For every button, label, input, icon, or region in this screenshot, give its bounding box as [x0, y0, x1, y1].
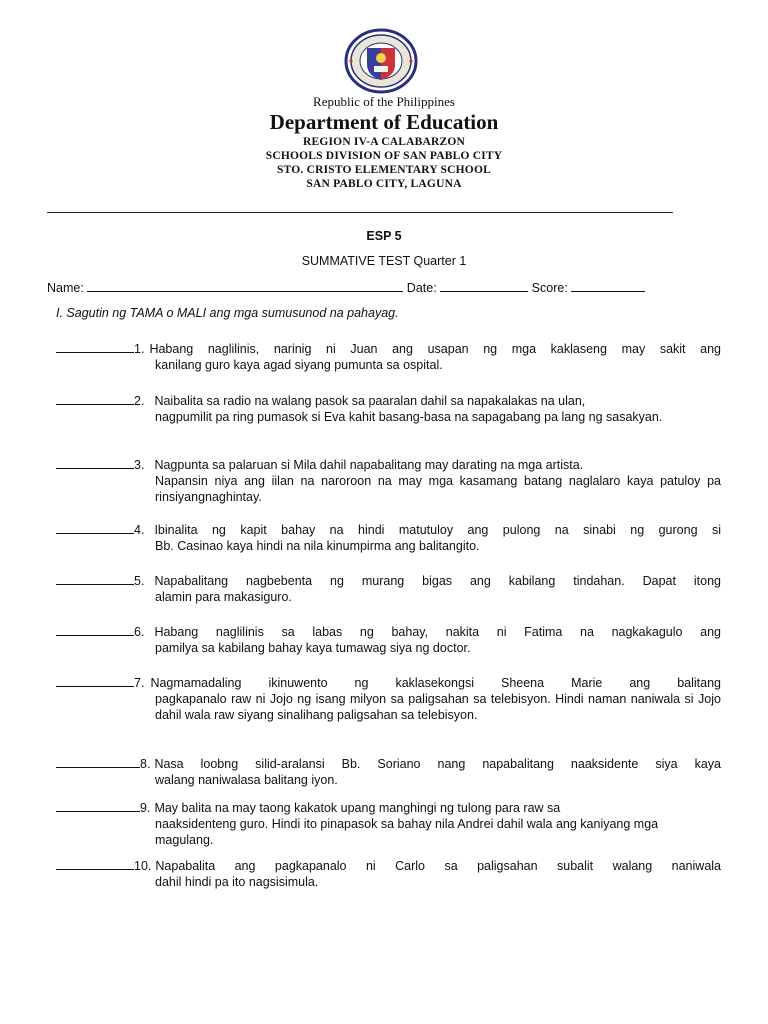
question-text: Naibalita sa radio na walang pasok sa paaralan dahil sa napakalakas na ulan,	[154, 394, 586, 408]
question-text: Habang naglilinis, narinig ni Juan ang usapan ng mga kaklaseng may sakit ang	[149, 342, 721, 356]
score-label: Score:	[531, 281, 568, 295]
answer-blank[interactable]	[56, 624, 134, 636]
question-number: 2.	[134, 394, 145, 408]
question-number: 8.	[140, 757, 151, 771]
question-text: Nagpunta sa palaruan si Mila dahil napabalitang may darating na mga artista.	[154, 458, 584, 472]
answer-blank[interactable]	[56, 393, 134, 405]
question-9	[56, 800, 721, 848]
answer-blank[interactable]	[56, 756, 140, 768]
question-text-continued: kanilang guro kaya agad siyang pumunta sa ospital.	[155, 358, 443, 372]
header-divider	[47, 212, 673, 213]
school-label: STO. CRISTO ELEMENTARY SCHOOL	[277, 164, 491, 176]
date-blank[interactable]	[440, 279, 528, 292]
score-blank[interactable]	[571, 279, 645, 292]
question-10	[56, 858, 721, 890]
name-label: Name:	[47, 281, 84, 295]
question-8	[56, 756, 721, 788]
answer-blank[interactable]	[56, 457, 134, 469]
question-text-continued: Napansin niya ang iilan na naroroon na may mga kasamang batang naglalaro kaya patuloy pa rinsiyangnaghintay.	[155, 474, 721, 504]
question-text-continued: Bb. Casinao kaya hindi na nila kinumpirma ang balitangito.	[155, 539, 480, 553]
question-number: 7.	[134, 676, 145, 690]
student-info-row	[47, 279, 645, 295]
answer-blank[interactable]	[56, 675, 134, 687]
question-4	[56, 522, 721, 554]
question-text-continued: dahil hindi pa ito nagsisimula.	[155, 875, 319, 889]
question-number: 1.	[134, 342, 145, 356]
question-text-continued: walang naniwalasa balitang iyon.	[155, 773, 338, 787]
test-title: SUMMATIVE TEST Quarter 1	[301, 254, 467, 268]
question-7	[56, 675, 721, 723]
question-text-continued: nagpumilit pa ring pumasok si Eva kahit basang-basa na sapagabang pa lang ng sasakyan.	[155, 410, 663, 424]
instructions: I. Sagutin ng TAMA o MALI ang mga sumusunod na pahayag.	[56, 306, 399, 320]
subject-title: ESP 5	[366, 229, 402, 243]
question-5	[56, 573, 721, 605]
city-label: SAN PABLO CITY, LAGUNA	[306, 178, 462, 190]
question-text: Ibinalita ng kapit bahay na hindi matutuloy ang pulong na sinabi ng gurong si	[154, 523, 721, 537]
answer-blank[interactable]	[56, 573, 134, 585]
question-text-continued: alamin para makasiguro.	[155, 590, 292, 604]
question-1	[56, 341, 721, 373]
deped-seal-icon	[343, 28, 419, 94]
question-text: Napabalita ang pagkapanalo ni Carlo sa paligsahan subalit walang naniwala	[155, 859, 721, 873]
name-blank[interactable]	[87, 279, 403, 292]
question-3	[56, 457, 721, 505]
question-number: 9.	[140, 801, 151, 815]
question-text: Habang naglilinis sa labas ng bahay, nakita ni Fatima na nagkakagulo ang	[154, 625, 721, 639]
question-text: Nasa loobng silid-aralansi Bb. Soriano nang napabalitang naaksidente siya kaya	[154, 757, 721, 771]
question-text: Napabalitang nagbebenta ng murang bigas ang kabilang tindahan. Dapat itong	[154, 574, 721, 588]
question-number: 10.	[134, 859, 152, 873]
question-6	[56, 624, 721, 656]
question-number: 6.	[134, 625, 145, 639]
question-text-continued: naaksidenteng guro. Hindi ito pinapasok sa bahay nila Andrei dahil wala ang kaniyang mga magulang.	[155, 817, 659, 847]
question-text: May balita na may taong kakatok upang manghingi ng tulong para raw sa	[154, 801, 561, 815]
republic-label: Republic of the Philippines	[313, 94, 455, 109]
question-text: Nagmamadaling ikinuwento ng kaklasekongsi Sheena Marie ang balitang	[150, 676, 721, 690]
department-title: Department of Education	[269, 110, 499, 134]
question-number: 5.	[134, 574, 145, 588]
answer-blank[interactable]	[56, 858, 134, 870]
question-text-continued: pamilya sa kabilang bahay kaya tumawag siya ng doctor.	[155, 641, 471, 655]
division-label: SCHOOLS DIVISION OF SAN PABLO CITY	[265, 150, 503, 162]
date-label: Date:	[406, 281, 437, 295]
question-2	[56, 393, 721, 425]
answer-blank[interactable]	[56, 522, 134, 534]
answer-blank[interactable]	[56, 800, 140, 812]
question-text-continued: pagkapanalo raw ni Jojo ng isang milyon sa paligsahan sa telebisyon. Hindi naman naniwala si Jojo dahil wala raw siyang sinalihang paligsahan sa telebisyon.	[155, 692, 721, 722]
answer-blank[interactable]	[56, 341, 134, 353]
question-number: 3.	[134, 458, 145, 472]
region-label: REGION IV-A CALABARZON	[302, 136, 465, 148]
question-number: 4.	[134, 523, 145, 537]
